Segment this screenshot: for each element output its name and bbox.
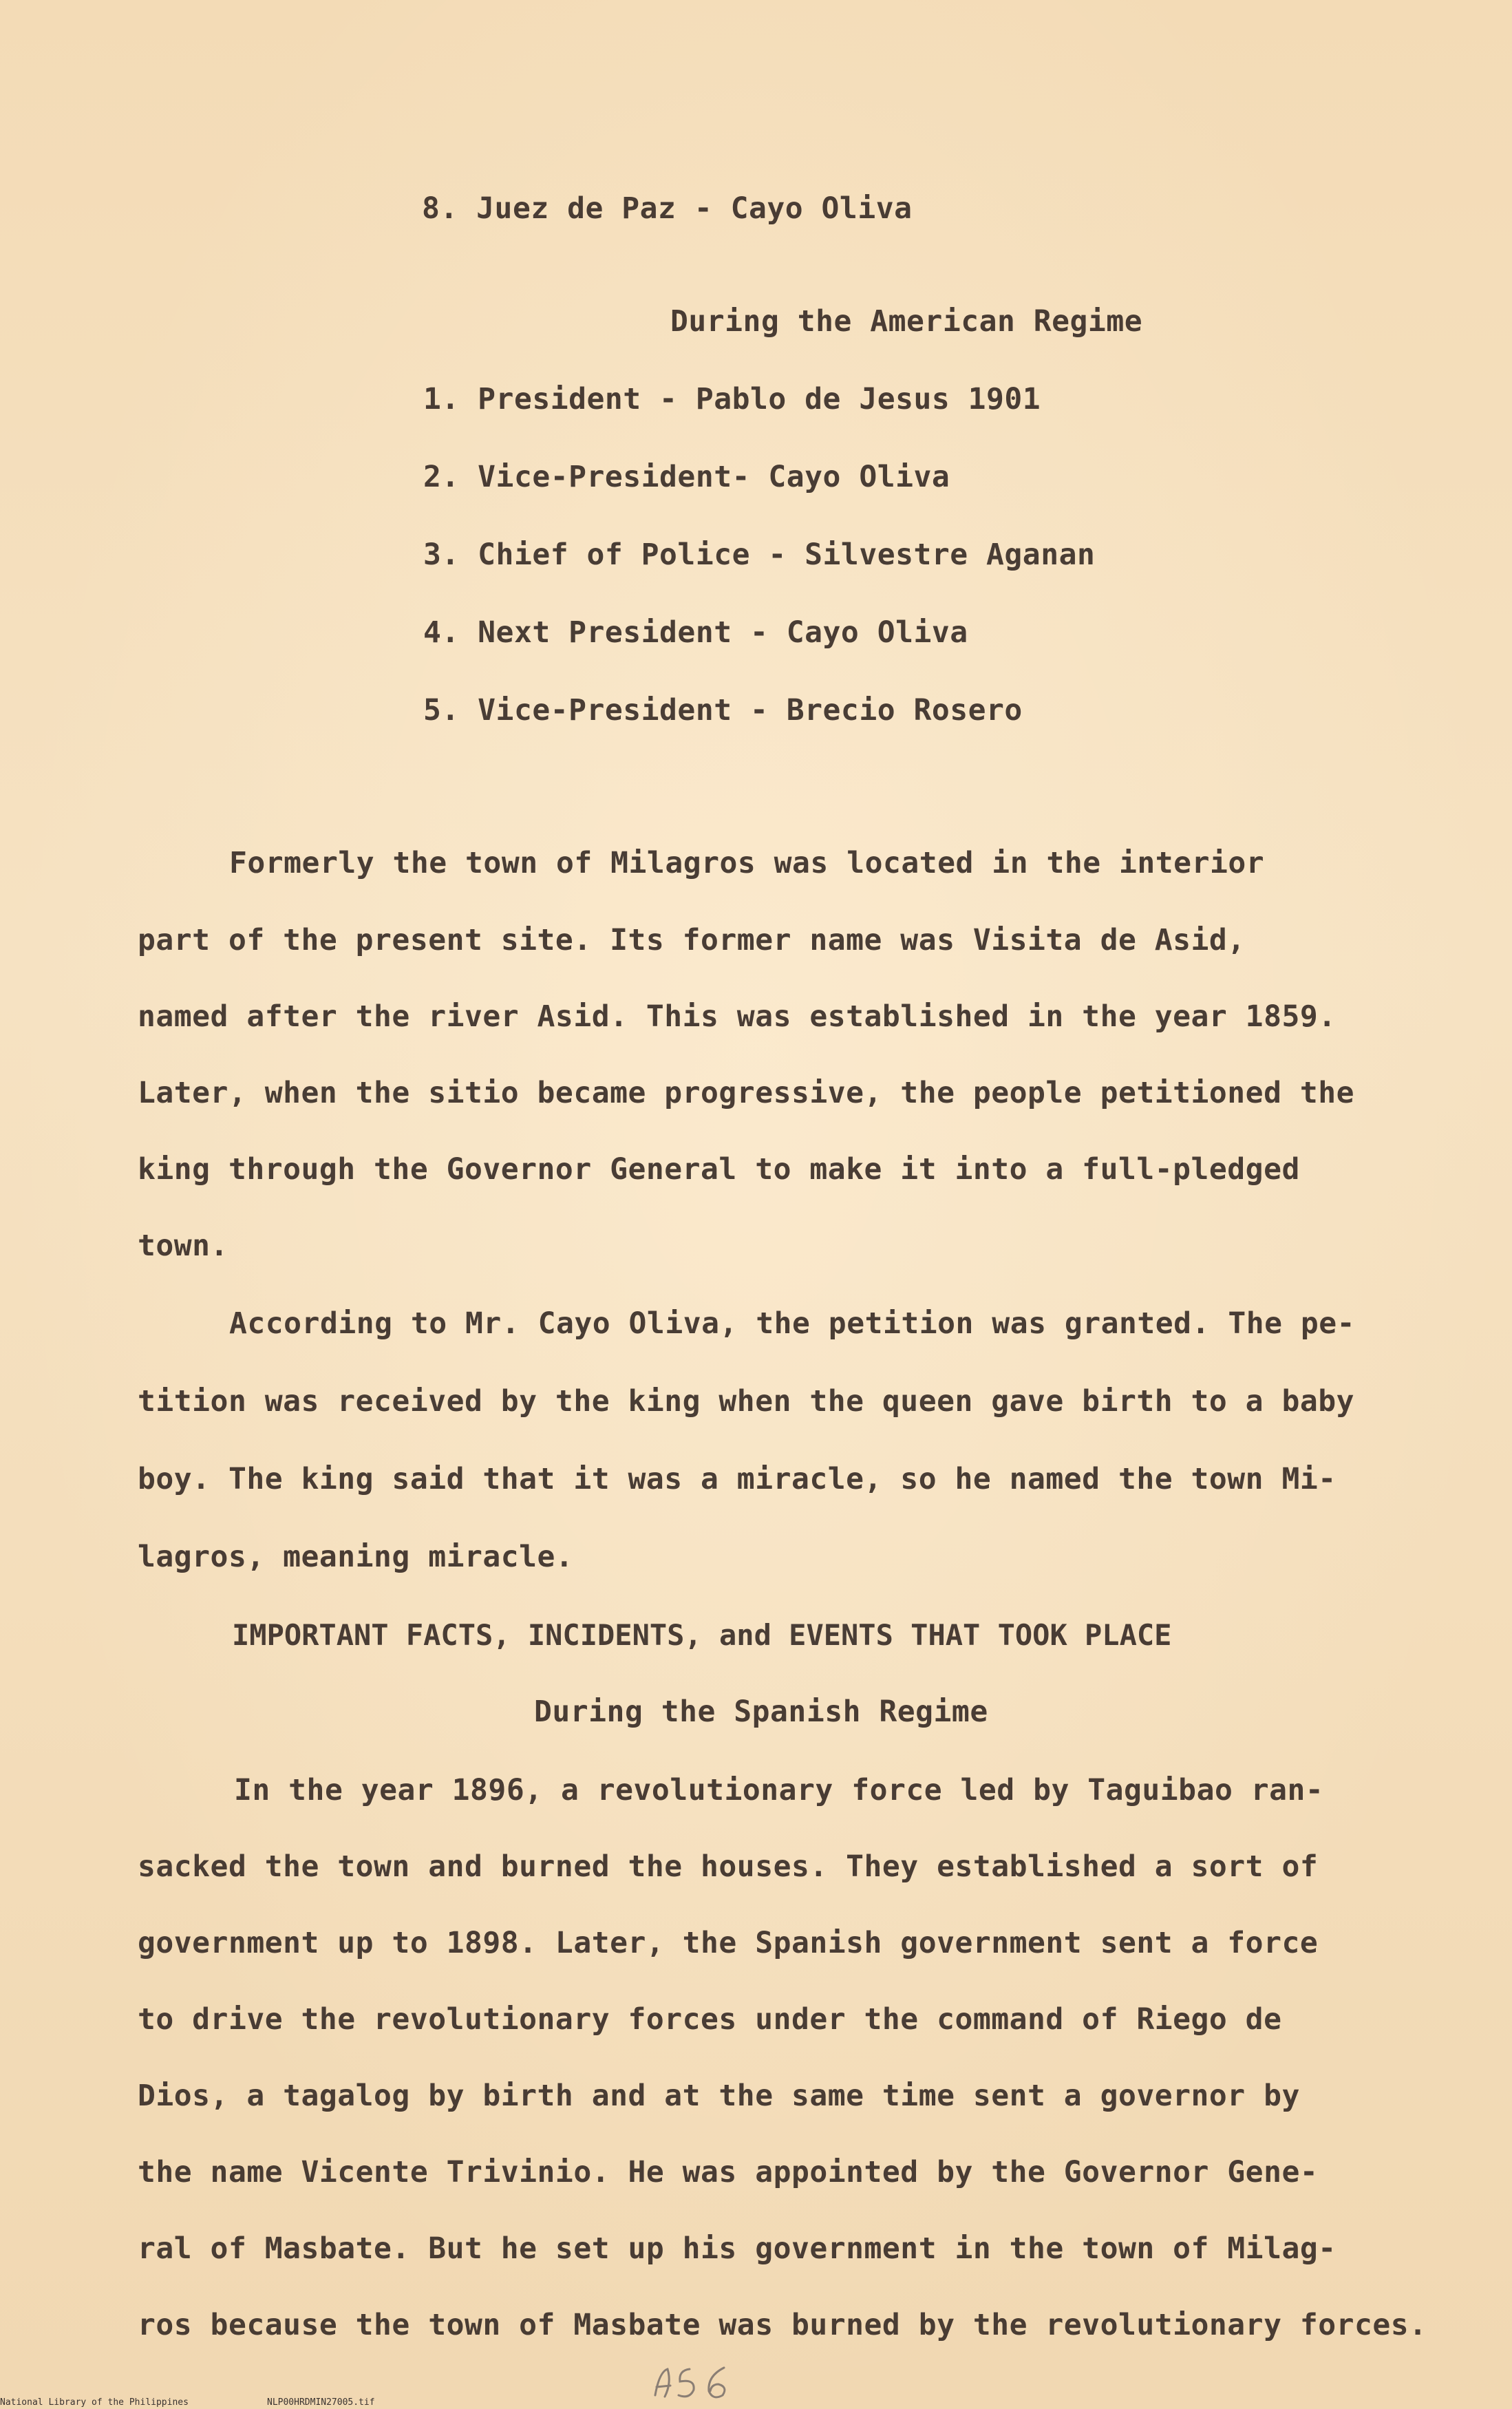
paragraph2-line: According to Mr. Cayo Oliva, the petition was granted. The pe-: [229, 1306, 1356, 1341]
american-official-1: 1. President - Pablo de Jesus 1901: [423, 382, 1041, 416]
paragraph1-line: Later, when the sitio became progressive, the people petitioned the: [138, 1076, 1355, 1110]
paragraph2-line: tition was received by the king when the queen gave birth to a baby: [138, 1384, 1355, 1419]
paragraph2-line: lagros, meaning miracle.: [138, 1540, 574, 1574]
handwritten-page-number: [647, 2362, 736, 2403]
paragraph3-line: ral of Masbate. But he set up his government in the town of Milag-: [138, 2231, 1337, 2266]
american-official-2: 2. Vice-President- Cayo Oliva: [423, 460, 950, 494]
footer-library-name: National Library of the Philippines: [0, 2397, 189, 2408]
section-heading: IMPORTANT FACTS, INCIDENTS, and EVENTS THAT TOOK PLACE: [232, 1618, 1172, 1652]
american-official-3: 3. Chief of Police - Silvestre Aganan: [423, 538, 1096, 572]
paragraph1-line: part of the present site. Its former name was Visita de Asid,: [138, 923, 1246, 957]
paragraph2-line: boy. The king said that it was a miracle, so he named the town Mi-: [138, 1462, 1337, 1496]
paragraph3-line: government up to 1898. Later, the Spanish government sent a force: [138, 1926, 1319, 1960]
spanish-official-8: 8. Juez de Paz - Cayo Oliva: [422, 191, 913, 226]
paragraph1-line: king through the Governor General to make it into a full-pledged: [138, 1152, 1300, 1187]
paragraph3-line: ros because the town of Masbate was burned by the revolutionary forces.: [138, 2308, 1427, 2342]
paragraph1-line: named after the river Asid. This was established in the year 1859.: [138, 999, 1337, 1034]
paragraph3-line: In the year 1896, a revolutionary force led by Taguibao ran-: [234, 1773, 1324, 1807]
paragraph3-line: to drive the revolutionary forces under the command of Riego de: [138, 2002, 1282, 2037]
paragraph1-line: Formerly the town of Milagros was located in the interior: [229, 846, 1265, 880]
paragraph3-line: Dios, a tagalog by birth and at the same time sent a governor by: [138, 2079, 1300, 2113]
american-official-5: 5. Vice-President - Brecio Rosero: [423, 693, 1023, 728]
american-regime-heading: During the American Regime: [670, 304, 1143, 339]
spanish-regime-subheading: During the Spanish Regime: [534, 1695, 988, 1729]
paragraph1-line: town.: [138, 1229, 228, 1263]
paragraph3-line: the name Vicente Trivinio. He was appointed by the Governor Gene-: [138, 2155, 1319, 2189]
paragraph3-line: sacked the town and burned the houses. They established a sort of: [138, 1849, 1319, 1884]
footer-file-id: NLP00HRDMIN27005.tif: [267, 2397, 375, 2408]
american-official-4: 4. Next President - Cayo Oliva: [423, 615, 968, 650]
